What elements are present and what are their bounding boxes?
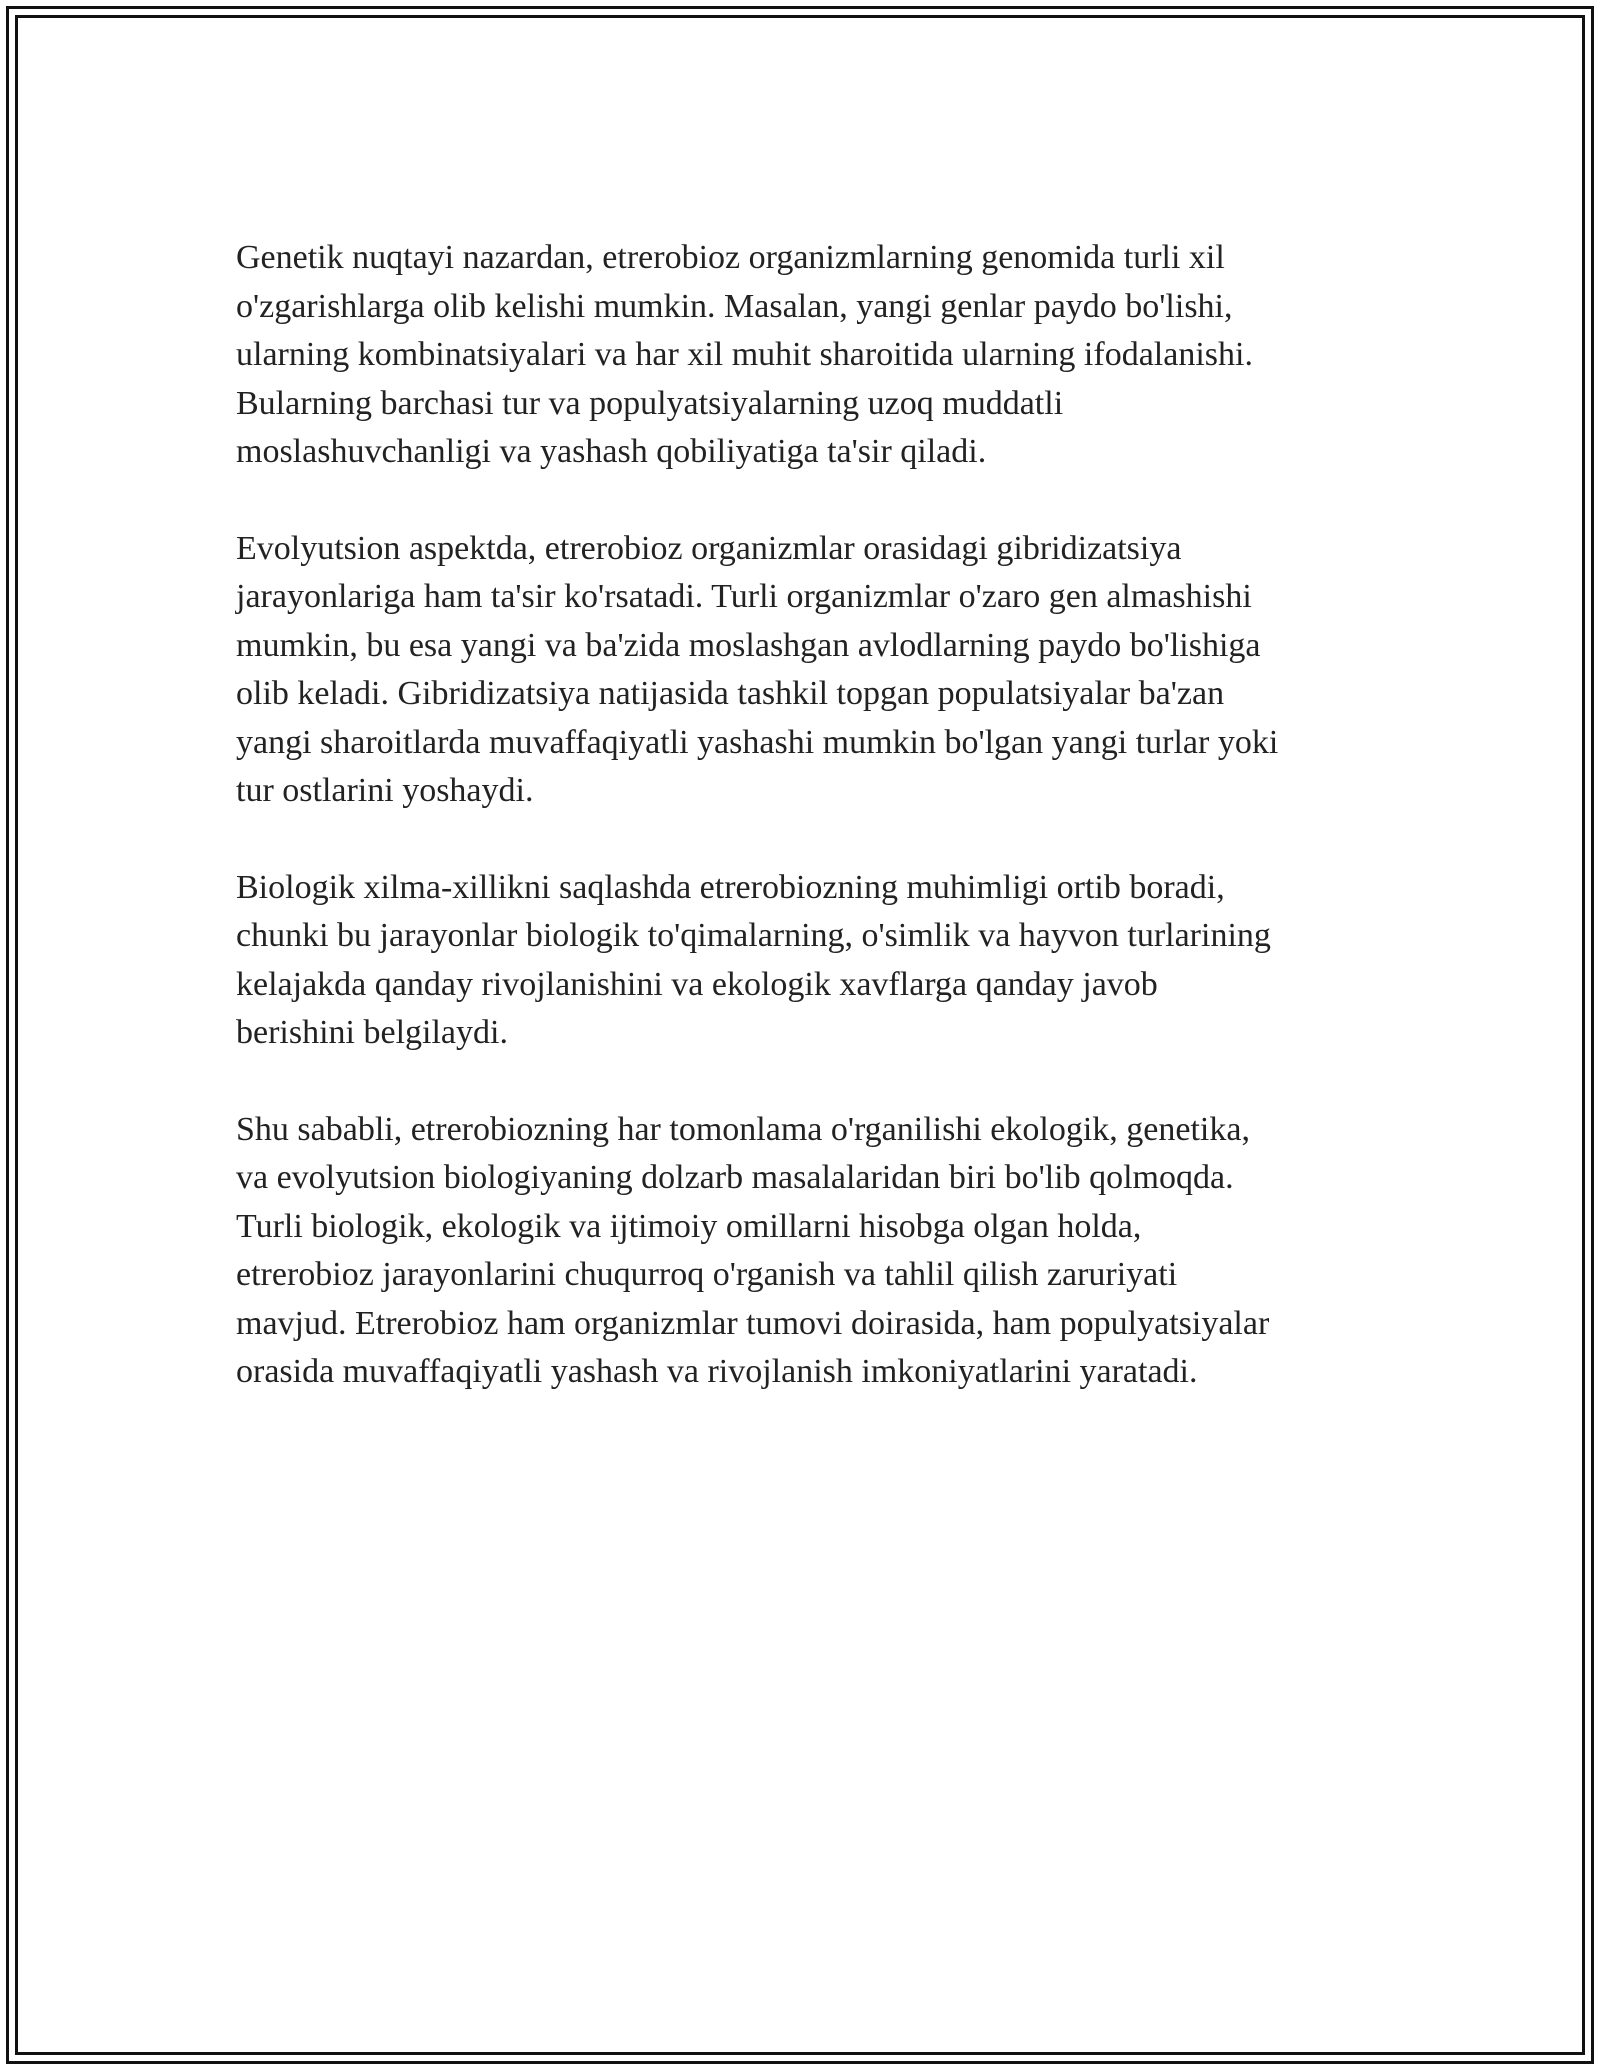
text-line: Turli biologik, ekologik va ijtimoiy omillarni hisobga olgan holda, [236, 1207, 1142, 1245]
text-line: moslashuvchanligi va yashash qobiliyatiga ta'sir qiladi. [236, 433, 987, 470]
paragraph-biodiversity [236, 864, 1416, 1058]
paragraph-conclusion [236, 1106, 1416, 1397]
text-line: jarayonlariga ham ta'sir ko'rsatadi. Turli organizmlar o'zaro gen almashishi [236, 578, 1252, 615]
text-line: olib keladi. Gibridizatsiya natijasida tashkil topgan populatsiyalar ba'zan [236, 675, 1225, 712]
paragraph-genetic [236, 234, 1416, 477]
text-line: berishini belgilaydi. [236, 1014, 508, 1051]
text-line: kelajakda qanday rivojlanishini va ekologik xavflarga qanday javob [236, 965, 1158, 1003]
document-body [236, 234, 1416, 1445]
text-line: o'zgarishlarga olib kelishi mumkin. Masalan, yangi genlar paydo bo'lishi, [236, 287, 1233, 325]
text-line: etrerobioz jarayonlarini chuqurroq o'rganish va tahlil qilish zaruriyati [236, 1256, 1178, 1293]
text-line: ularning kombinatsiyalari va har xil muhit sharoitida ularning ifodalanishi. [236, 336, 1253, 373]
text-line: orasida muvaffaqiyatli yashash va rivojlanish imkoniyatlarini yaratadi. [236, 1353, 1198, 1390]
text-line: Evolyutsion aspektda, etrerobioz organizmlar orasidagi gibridizatsiya [236, 529, 1182, 567]
text-line: Bularning barchasi tur va populyatsiyalarning uzoq muddatli [236, 384, 1064, 422]
text-line: chunki bu jarayonlar biologik to'qimalarning, o'simlik va hayvon turlarining [236, 917, 1271, 954]
text-line: mumkin, bu esa yangi va ba'zida moslashgan avlodlarning paydo bo'lishiga [236, 626, 1261, 664]
text-line: mavjud. Etrerobioz ham organizmlar tumovi doirasida, ham populyatsiyalar [236, 1304, 1270, 1342]
text-line: va evolyutsion biologiyaning dolzarb masalalaridan biri bo'lib qolmoqda. [236, 1159, 1234, 1196]
text-line: tur ostlarini yoshaydi. [236, 772, 534, 809]
text-line: Shu sababli, etrerobiozning har tomonlama o'rganilishi ekologik, genetika, [236, 1110, 1250, 1148]
text-line: Genetik nuqtayi nazardan, etrerobioz organizmlarning genomida turli xil [236, 239, 1225, 276]
paragraph-evolutionary [236, 525, 1416, 816]
text-line: yangi sharoitlarda muvaffaqiyatli yashashi mumkin bo'lgan yangi turlar yoki [236, 723, 1279, 761]
text-line: Biologik xilma-xillikni saqlashda etrerobiozning muhimligi ortib boradi, [236, 868, 1225, 906]
